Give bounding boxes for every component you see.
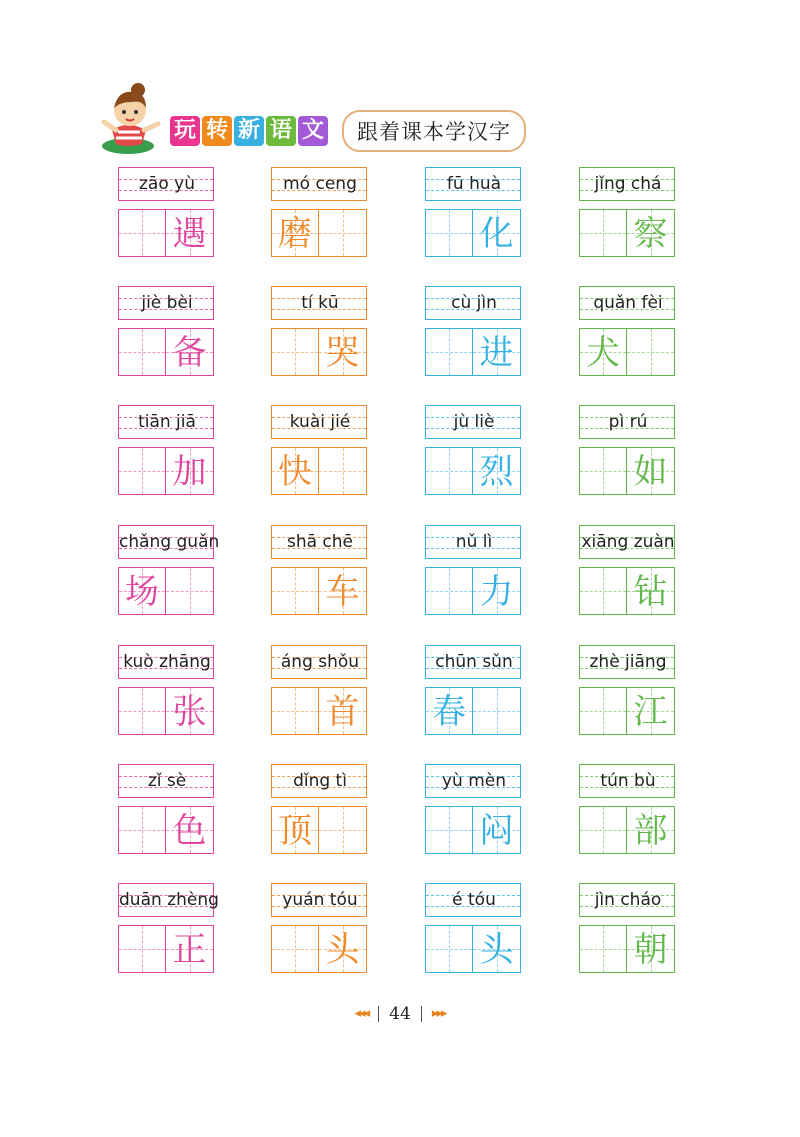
pinyin-box (118, 167, 214, 201)
pinyin-box (425, 286, 521, 320)
title-badge: 文 (298, 116, 328, 146)
word-card (118, 167, 216, 259)
hanzi-character: 张 (172, 692, 207, 732)
pinyin-text: mó ceng (283, 174, 357, 194)
hanzi-character: 首 (325, 692, 360, 732)
pinyin-text: fū huà (446, 174, 502, 194)
tianzige-grid (579, 447, 675, 495)
word-card (425, 167, 523, 259)
grid-cell (271, 806, 319, 854)
word-card (118, 525, 220, 617)
tianzige-grid (425, 806, 521, 854)
hanzi-character: 正 (172, 930, 207, 970)
pinyin-text: xiāng zuàn (581, 532, 675, 552)
grid-cell (473, 447, 521, 495)
grid-cell (425, 447, 473, 495)
tianzige-grid (579, 806, 675, 854)
hanzi-character (426, 329, 472, 377)
word-card (579, 286, 677, 378)
hanzi-character (272, 688, 318, 736)
grid-cell (319, 687, 367, 735)
next-arrow-icon: ▸▸▸ (431, 1006, 446, 1021)
grid-cell (118, 925, 166, 973)
word-card (118, 883, 219, 975)
pinyin-text: pì rú (608, 412, 648, 432)
word-card (118, 405, 216, 497)
word-card (425, 286, 523, 378)
hanzi-character (319, 807, 366, 855)
grid-cell (627, 447, 675, 495)
pinyin-text: jìn cháo (594, 890, 662, 910)
pinyin-box (271, 405, 367, 439)
tianzige-grid (425, 687, 521, 735)
pinyin-box (425, 167, 521, 201)
pinyin-text: zǐ sè (147, 771, 187, 791)
hanzi-character: 察 (633, 214, 668, 254)
grid-cell (319, 925, 367, 973)
hanzi-character: 闷 (479, 811, 514, 851)
pinyin-text: zāo yù (139, 174, 195, 194)
grid-cell (579, 925, 627, 973)
word-card (118, 645, 216, 737)
hanzi-character: 车 (325, 572, 360, 612)
tianzige-grid (118, 925, 214, 973)
hanzi-character (426, 926, 472, 974)
pinyin-box (118, 645, 214, 679)
hanzi-character: 部 (633, 811, 668, 851)
hanzi-character: 加 (172, 452, 207, 492)
word-card (425, 405, 523, 497)
hanzi-character (473, 688, 520, 736)
hanzi-character: 如 (633, 452, 668, 492)
grid-cell (319, 447, 367, 495)
hanzi-character: 化 (479, 214, 514, 254)
hanzi-character (272, 926, 318, 974)
hanzi-character: 朝 (633, 930, 668, 970)
hanzi-character (426, 210, 472, 258)
hanzi-character (119, 329, 165, 377)
grid-cell (579, 806, 627, 854)
grid-cell (627, 209, 675, 257)
grid-cell (118, 687, 166, 735)
pinyin-text: cù jìn (451, 293, 497, 313)
grid-cell (166, 925, 214, 973)
hanzi-character (272, 568, 318, 616)
grid-cell (425, 567, 473, 615)
hanzi-character: 顶 (278, 811, 312, 851)
pinyin-text: kuài jié (289, 412, 351, 432)
hanzi-character: 头 (325, 930, 360, 970)
grid-cell (166, 209, 214, 257)
grid-cell (166, 447, 214, 495)
subtitle: 跟着课本学汉字 (357, 120, 511, 144)
pinyin-text: zhè jiāng (589, 652, 667, 672)
hanzi-character: 春 (432, 692, 466, 732)
pinyin-text: áng shǒu (280, 652, 360, 672)
grid-cell (271, 328, 319, 376)
tianzige-grid (579, 209, 675, 257)
grid-cell (425, 209, 473, 257)
tianzige-grid (118, 806, 214, 854)
hanzi-character (319, 210, 366, 258)
hanzi-character: 力 (479, 572, 514, 612)
pinyin-text: tí kū (301, 293, 339, 313)
grid-cell (319, 209, 367, 257)
word-card (118, 764, 216, 856)
grid-cell (627, 925, 675, 973)
mascot-girl-icon (98, 80, 178, 160)
tianzige-grid (425, 567, 521, 615)
tianzige-grid (425, 447, 521, 495)
hanzi-character (119, 448, 165, 496)
pinyin-box (271, 167, 367, 201)
word-card (425, 883, 523, 975)
pinyin-text: jiè bèi (141, 293, 193, 313)
prev-arrow-icon: ◂◂◂ (354, 1006, 369, 1021)
hanzi-character: 进 (479, 333, 514, 373)
pinyin-box (425, 525, 521, 559)
hanzi-character (580, 210, 626, 258)
grid-cell (271, 925, 319, 973)
hanzi-character (426, 568, 472, 616)
hanzi-character (580, 448, 626, 496)
word-card (579, 167, 677, 259)
grid-cell (271, 687, 319, 735)
tianzige-grid (271, 209, 367, 257)
hanzi-character (119, 688, 165, 736)
grid-cell (473, 328, 521, 376)
hanzi-character: 快 (278, 452, 312, 492)
hanzi-character (119, 210, 165, 258)
tianzige-grid (579, 687, 675, 735)
word-card (425, 525, 523, 617)
tianzige-grid (271, 328, 367, 376)
pinyin-text: tún bù (600, 771, 656, 791)
pinyin-text: nǔ lì (455, 532, 493, 552)
title-badge: 新 (234, 116, 264, 146)
pinyin-box (118, 286, 214, 320)
word-card (118, 286, 216, 378)
tianzige-grid (579, 328, 675, 376)
tianzige-grid (271, 447, 367, 495)
word-card (271, 764, 369, 856)
tianzige-grid (271, 806, 367, 854)
pinyin-box (118, 764, 214, 798)
grid-cell (425, 806, 473, 854)
page-footer (0, 1002, 800, 1024)
grid-cell (627, 687, 675, 735)
hanzi-character (580, 807, 626, 855)
grid-cell (425, 687, 473, 735)
hanzi-character: 场 (125, 572, 159, 612)
grid-cell (579, 447, 627, 495)
hanzi-character (119, 926, 165, 974)
pinyin-box (425, 764, 521, 798)
pinyin-text: yù mèn (441, 771, 507, 791)
tianzige-grid (118, 447, 214, 495)
tianzige-grid (118, 687, 214, 735)
hanzi-character (426, 807, 472, 855)
grid-cell (473, 925, 521, 973)
divider (421, 1006, 422, 1022)
pinyin-box (118, 883, 219, 917)
grid-cell (473, 806, 521, 854)
hanzi-character (319, 448, 366, 496)
tianzige-grid (271, 567, 367, 615)
subtitle-box (342, 110, 526, 152)
grid-cell (627, 328, 675, 376)
pinyin-text: shā chē (286, 532, 354, 552)
tianzige-grid (118, 209, 214, 257)
grid-cell (118, 209, 166, 257)
divider (378, 1006, 379, 1022)
pinyin-text: kuò zhāng (123, 652, 211, 672)
hanzi-character: 烈 (479, 452, 514, 492)
word-card (271, 525, 369, 617)
pinyin-box (271, 645, 367, 679)
hanzi-character (426, 448, 472, 496)
tianzige-grid (118, 328, 214, 376)
word-card (579, 764, 677, 856)
pinyin-box (425, 645, 521, 679)
pinyin-box (271, 764, 367, 798)
pinyin-box (579, 167, 675, 201)
grid-cell (627, 806, 675, 854)
word-card (271, 645, 369, 737)
pager (355, 1004, 446, 1024)
pinyin-text: duān zhèng (119, 890, 219, 910)
title-badge: 转 (202, 116, 232, 146)
grid-cell (319, 567, 367, 615)
grid-cell (473, 209, 521, 257)
grid-cell (271, 447, 319, 495)
word-card (579, 405, 677, 497)
word-card (271, 167, 369, 259)
tianzige-grid (425, 209, 521, 257)
hanzi-character: 江 (633, 692, 668, 732)
hanzi-character (119, 807, 165, 855)
pinyin-box (579, 525, 675, 559)
hanzi-character: 钻 (633, 572, 668, 612)
hanzi-character: 磨 (278, 214, 312, 254)
pinyin-text: é tóu (452, 890, 496, 910)
hanzi-character (166, 568, 213, 616)
tianzige-grid (425, 925, 521, 973)
hanzi-character: 备 (172, 333, 207, 373)
pinyin-text: dǐng tì (293, 771, 347, 791)
hanzi-character (580, 926, 626, 974)
pinyin-box (271, 286, 367, 320)
title-badge: 玩 (170, 116, 200, 146)
grid-cell (118, 806, 166, 854)
hanzi-character: 犬 (586, 333, 620, 373)
lesson-header (98, 80, 538, 160)
grid-cell (579, 328, 627, 376)
pinyin-box (118, 525, 220, 559)
word-card (425, 645, 523, 737)
word-card (271, 286, 369, 378)
grid-cell (627, 567, 675, 615)
word-card (579, 645, 677, 737)
pinyin-box (579, 286, 675, 320)
grid-cell (425, 925, 473, 973)
grid-cell (118, 447, 166, 495)
pinyin-text: tiān jiā (138, 412, 196, 432)
hanzi-character (627, 329, 674, 377)
pinyin-text: chūn sǔn (435, 652, 513, 672)
page-number: 44 (389, 1003, 411, 1024)
word-card (579, 525, 677, 617)
grid-cell (118, 567, 166, 615)
pinyin-text: jù liè (453, 412, 495, 432)
grid-cell (271, 209, 319, 257)
word-card (425, 764, 523, 856)
pinyin-box (425, 405, 521, 439)
grid-cell (473, 567, 521, 615)
pinyin-box (425, 883, 521, 917)
grid-cell (579, 209, 627, 257)
pinyin-text: chǎng guǎn (119, 532, 220, 552)
title-badges (170, 116, 328, 146)
tianzige-grid (271, 687, 367, 735)
tianzige-grid (579, 925, 675, 973)
tianzige-grid (118, 567, 214, 615)
pinyin-text: quǎn fèi (593, 293, 663, 313)
hanzi-character: 头 (479, 930, 514, 970)
word-card (579, 883, 677, 975)
hanzi-character: 哭 (325, 333, 360, 373)
word-card (271, 883, 369, 975)
grid-cell (166, 687, 214, 735)
hanzi-character: 遇 (172, 214, 207, 254)
grid-cell (166, 806, 214, 854)
grid-cell (425, 328, 473, 376)
hanzi-character (580, 568, 626, 616)
hanzi-character: 色 (172, 811, 207, 851)
hanzi-character (272, 329, 318, 377)
tianzige-grid (579, 567, 675, 615)
grid-cell (579, 687, 627, 735)
pinyin-text: yuán tóu (282, 890, 358, 910)
pinyin-box (579, 883, 675, 917)
grid-cell (579, 567, 627, 615)
grid-cell (473, 687, 521, 735)
grid-cell (166, 567, 214, 615)
tianzige-grid (271, 925, 367, 973)
hanzi-character (580, 688, 626, 736)
pinyin-box (271, 883, 367, 917)
grid-cell (118, 328, 166, 376)
pinyin-box (579, 764, 675, 798)
grid-cell (166, 328, 214, 376)
word-card (271, 405, 369, 497)
pinyin-box (271, 525, 367, 559)
grid-cell (319, 806, 367, 854)
pinyin-box (118, 405, 214, 439)
title-badge: 语 (266, 116, 296, 146)
pinyin-text: jǐng chá (594, 174, 662, 194)
grid-cell (271, 567, 319, 615)
pinyin-box (579, 405, 675, 439)
pinyin-box (579, 645, 675, 679)
tianzige-grid (425, 328, 521, 376)
grid-cell (319, 328, 367, 376)
